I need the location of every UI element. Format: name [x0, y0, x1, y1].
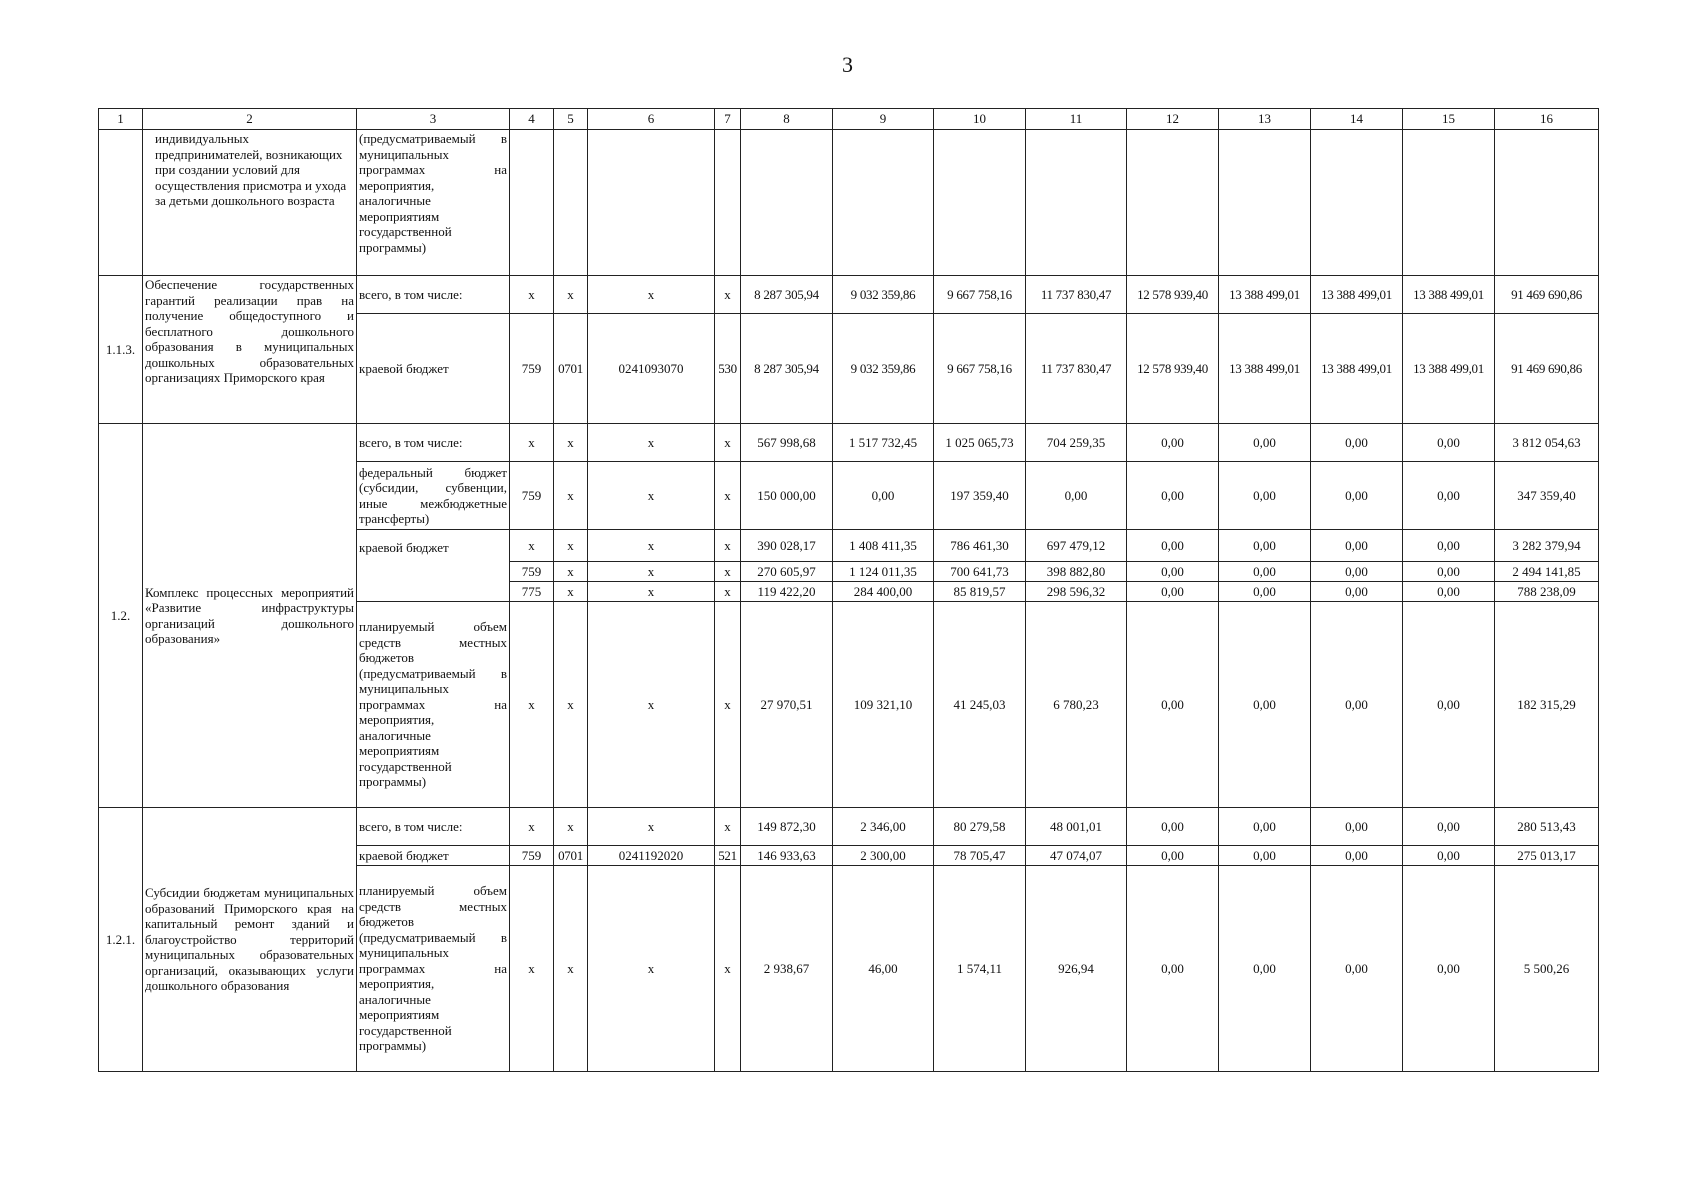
- value-cell: 9 667 758,16: [934, 314, 1026, 424]
- code-cell: x: [510, 808, 554, 846]
- funding-source-cell: краевой бюджет: [357, 530, 510, 602]
- value-cell: 146 933,63: [741, 846, 833, 866]
- value-cell: 6 780,23: [1026, 602, 1127, 808]
- value-cell: 0,00: [1403, 582, 1495, 602]
- value-cell: 149 872,30: [741, 808, 833, 846]
- description-cell: индивидуальных предпринимателей, возникающих при создании условий для осуществления присмотра и ухода за детьми дошкольного возраста: [143, 130, 357, 276]
- value-cell: 0,00: [1403, 424, 1495, 462]
- value-cell: 0,00: [1219, 582, 1311, 602]
- value-cell: 150 000,00: [741, 462, 833, 530]
- value-cell: 0,00: [1403, 530, 1495, 562]
- code-cell: x: [510, 530, 554, 562]
- code-cell: x: [715, 562, 741, 582]
- code-cell: 759: [510, 562, 554, 582]
- value-cell: 788 238,09: [1495, 582, 1599, 602]
- value-cell: 0,00: [1026, 462, 1127, 530]
- value-cell: 13 388 499,01: [1403, 314, 1495, 424]
- value-cell: 0,00: [1219, 530, 1311, 562]
- code-cell: 0241093070: [588, 314, 715, 424]
- value-cell: 398 882,80: [1026, 562, 1127, 582]
- value-cell: 0,00: [1219, 866, 1311, 1072]
- row-number-cell: 1.2.: [99, 424, 143, 808]
- value-cell: 0,00: [1127, 602, 1219, 808]
- value-cell: 0,00: [1219, 808, 1311, 846]
- code-cell: x: [554, 582, 588, 602]
- value-cell: 275 013,17: [1495, 846, 1599, 866]
- header-cell: 5: [554, 109, 588, 130]
- value-cell: 704 259,35: [1026, 424, 1127, 462]
- value-cell: 0,00: [1311, 602, 1403, 808]
- value-cell: 786 461,30: [934, 530, 1026, 562]
- code-cell: 759: [510, 462, 554, 530]
- value-cell: 0,00: [1311, 530, 1403, 562]
- code-cell: x: [715, 582, 741, 602]
- code-cell: 759: [510, 314, 554, 424]
- funding-source-cell: краевой бюджет: [357, 314, 510, 424]
- value-cell: 13 388 499,01: [1311, 314, 1403, 424]
- header-cell: 4: [510, 109, 554, 130]
- value-cell: 0,00: [1403, 602, 1495, 808]
- value-cell: 3 282 379,94: [1495, 530, 1599, 562]
- value-cell: 8 287 305,94: [741, 314, 833, 424]
- code-cell: x: [588, 808, 715, 846]
- header-cell: 7: [715, 109, 741, 130]
- value-cell: 9 667 758,16: [934, 276, 1026, 314]
- value-cell: 2 494 141,85: [1495, 562, 1599, 582]
- value-cell: 0,00: [1127, 846, 1219, 866]
- code-cell: x: [510, 276, 554, 314]
- header-cell: 9: [833, 109, 934, 130]
- code-cell: 775: [510, 582, 554, 602]
- code-cell: x: [554, 530, 588, 562]
- value-cell: 298 596,32: [1026, 582, 1127, 602]
- header-cell: 1: [99, 109, 143, 130]
- description-cell: Субсидии бюджетам муниципальных образований Приморского края на капитальный ремонт зданий и благоустройство территорий муниципальных образовательных организаций, оказывающих услуги дошкольного образования: [143, 808, 357, 1072]
- value-cell: 0,00: [1219, 562, 1311, 582]
- value-cell: 0,00: [1311, 866, 1403, 1072]
- value-cell: 0,00: [1219, 602, 1311, 808]
- description-cell: Комплекс процессных мероприятий «Развитие инфраструктуры организаций дошкольного образования»: [143, 424, 357, 808]
- value-cell: 0,00: [1403, 562, 1495, 582]
- header-cell: 16: [1495, 109, 1599, 130]
- header-cell: 13: [1219, 109, 1311, 130]
- value-cell: 5 500,26: [1495, 866, 1599, 1072]
- code-cell: x: [715, 808, 741, 846]
- row-number-cell: 1.1.3.: [99, 276, 143, 424]
- value-cell: 46,00: [833, 866, 934, 1072]
- code-cell: x: [588, 530, 715, 562]
- value-cell: 13 388 499,01: [1403, 276, 1495, 314]
- code-cell: 521: [715, 846, 741, 866]
- value-cell: 41 245,03: [934, 602, 1026, 808]
- code-cell: x: [510, 866, 554, 1072]
- description-cell: Обеспечение государственных гарантий реализации прав на получение общедоступного и бесплатного дошкольного образования в муниципальных дошкольных образовательных организациях Приморского края: [143, 276, 357, 424]
- value-cell: 347 359,40: [1495, 462, 1599, 530]
- header-cell: 2: [143, 109, 357, 130]
- code-cell: x: [715, 530, 741, 562]
- code-cell: x: [510, 602, 554, 808]
- value-cell: 2 346,00: [833, 808, 934, 846]
- value-cell: 78 705,47: [934, 846, 1026, 866]
- funding-source-cell: краевой бюджет: [357, 846, 510, 866]
- value-cell: 567 998,68: [741, 424, 833, 462]
- header-cell: 10: [934, 109, 1026, 130]
- value-cell: 109 321,10: [833, 602, 934, 808]
- code-cell: 0241192020: [588, 846, 715, 866]
- table-row: [99, 130, 1599, 276]
- code-cell: x: [588, 276, 715, 314]
- header-cell: 14: [1311, 109, 1403, 130]
- code-cell: x: [554, 462, 588, 530]
- table-row: [99, 808, 1599, 846]
- value-cell: 11 737 830,47: [1026, 276, 1127, 314]
- value-cell: 8 287 305,94: [741, 276, 833, 314]
- code-cell: x: [554, 276, 588, 314]
- value-cell: 2 300,00: [833, 846, 934, 866]
- code-cell: x: [554, 562, 588, 582]
- header-cell: 11: [1026, 109, 1127, 130]
- value-cell: 2 938,67: [741, 866, 833, 1072]
- code-cell: x: [510, 424, 554, 462]
- value-cell: 27 970,51: [741, 602, 833, 808]
- code-cell: 0701: [554, 846, 588, 866]
- value-cell: 697 479,12: [1026, 530, 1127, 562]
- code-cell: x: [715, 462, 741, 530]
- value-cell: 1 517 732,45: [833, 424, 934, 462]
- value-cell: 280 513,43: [1495, 808, 1599, 846]
- funding-source-cell: всего, в том числе:: [357, 276, 510, 314]
- code-cell: x: [554, 808, 588, 846]
- header-cell: 8: [741, 109, 833, 130]
- funding-source-cell: планируемый объем средств местных бюджетов (предусматриваемый в муниципальных программах на мероприятия, аналогичные мероприятиям государственной программы): [357, 866, 510, 1072]
- value-cell: 3 812 054,63: [1495, 424, 1599, 462]
- value-cell: 0,00: [1219, 462, 1311, 530]
- funding-source-cell: (предусматриваемый в муниципальных программах на мероприятия, аналогичные мероприятиям государственной программы): [357, 130, 510, 276]
- value-cell: 0,00: [1127, 866, 1219, 1072]
- value-cell: 0,00: [1219, 424, 1311, 462]
- value-cell: 1 124 011,35: [833, 562, 934, 582]
- value-cell: 182 315,29: [1495, 602, 1599, 808]
- code-cell: x: [554, 424, 588, 462]
- value-cell: 0,00: [1311, 424, 1403, 462]
- code-cell: x: [554, 866, 588, 1072]
- value-cell: 0,00: [1311, 562, 1403, 582]
- value-cell: 390 028,17: [741, 530, 833, 562]
- code-cell: x: [588, 582, 715, 602]
- code-cell: x: [554, 602, 588, 808]
- value-cell: 119 422,20: [741, 582, 833, 602]
- value-cell: 270 605,97: [741, 562, 833, 582]
- code-cell: x: [715, 866, 741, 1072]
- value-cell: 0,00: [1127, 530, 1219, 562]
- code-cell: x: [588, 562, 715, 582]
- row-number-cell: 1.2.1.: [99, 808, 143, 1072]
- value-cell: 48 001,01: [1026, 808, 1127, 846]
- funding-source-cell: федеральный бюджет (субсидии, субвенции, иные межбюджетные трансферты): [357, 462, 510, 530]
- value-cell: 197 359,40: [934, 462, 1026, 530]
- value-cell: 12 578 939,40: [1127, 276, 1219, 314]
- value-cell: 11 737 830,47: [1026, 314, 1127, 424]
- code-cell: x: [588, 424, 715, 462]
- value-cell: 91 469 690,86: [1495, 314, 1599, 424]
- budget-table: [98, 108, 1599, 1072]
- value-cell: 0,00: [1311, 808, 1403, 846]
- value-cell: 0,00: [833, 462, 934, 530]
- value-cell: 1 574,11: [934, 866, 1026, 1072]
- header-cell: 12: [1127, 109, 1219, 130]
- value-cell: 47 074,07: [1026, 846, 1127, 866]
- code-cell: 530: [715, 314, 741, 424]
- code-cell: x: [588, 866, 715, 1072]
- code-cell: x: [715, 602, 741, 808]
- value-cell: 700 641,73: [934, 562, 1026, 582]
- value-cell: 80 279,58: [934, 808, 1026, 846]
- value-cell: 0,00: [1403, 462, 1495, 530]
- code-cell: x: [715, 276, 741, 314]
- value-cell: 0,00: [1127, 582, 1219, 602]
- funding-source-cell: планируемый объем средств местных бюджетов (предусматриваемый в муниципальных программах на мероприятия, аналогичные мероприятиям государственной программы): [357, 602, 510, 808]
- code-cell: 759: [510, 846, 554, 866]
- value-cell: 91 469 690,86: [1495, 276, 1599, 314]
- header-cell: 6: [588, 109, 715, 130]
- value-cell: 13 388 499,01: [1219, 314, 1311, 424]
- value-cell: 0,00: [1127, 562, 1219, 582]
- value-cell: 1 025 065,73: [934, 424, 1026, 462]
- value-cell: 926,94: [1026, 866, 1127, 1072]
- code-cell: x: [715, 424, 741, 462]
- value-cell: 0,00: [1403, 866, 1495, 1072]
- code-cell: x: [588, 462, 715, 530]
- value-cell: 85 819,57: [934, 582, 1026, 602]
- value-cell: 0,00: [1403, 808, 1495, 846]
- funding-source-cell: всего, в том числе:: [357, 808, 510, 846]
- value-cell: 12 578 939,40: [1127, 314, 1219, 424]
- value-cell: 0,00: [1127, 462, 1219, 530]
- value-cell: 13 388 499,01: [1219, 276, 1311, 314]
- value-cell: 284 400,00: [833, 582, 934, 602]
- table-row: [99, 424, 1599, 462]
- code-cell: x: [588, 602, 715, 808]
- row-number-cell: [99, 130, 143, 276]
- page-number: 3: [842, 52, 853, 77]
- value-cell: 0,00: [1219, 846, 1311, 866]
- value-cell: 9 032 359,86: [833, 276, 934, 314]
- value-cell: 9 032 359,86: [833, 314, 934, 424]
- funding-source-cell: всего, в том числе:: [357, 424, 510, 462]
- code-cell: 0701: [554, 314, 588, 424]
- value-cell: 0,00: [1127, 424, 1219, 462]
- value-cell: 13 388 499,01: [1311, 276, 1403, 314]
- value-cell: 1 408 411,35: [833, 530, 934, 562]
- value-cell: 0,00: [1311, 462, 1403, 530]
- value-cell: 0,00: [1311, 582, 1403, 602]
- value-cell: 0,00: [1127, 808, 1219, 846]
- value-cell: 0,00: [1403, 846, 1495, 866]
- header-row: [99, 109, 1599, 130]
- table-row: [99, 276, 1599, 314]
- value-cell: 0,00: [1311, 846, 1403, 866]
- header-cell: 3: [357, 109, 510, 130]
- header-cell: 15: [1403, 109, 1495, 130]
